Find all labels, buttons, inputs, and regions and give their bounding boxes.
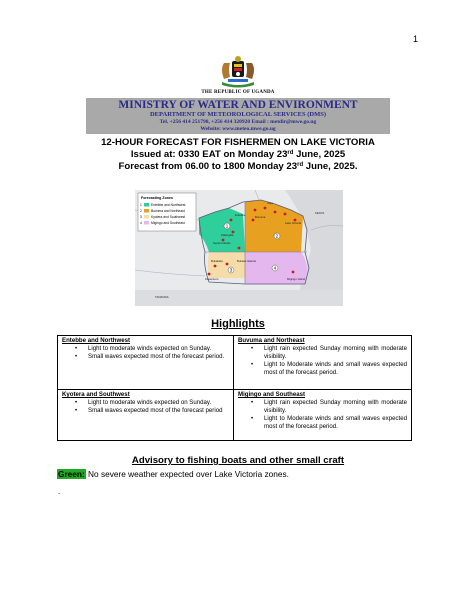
zone-cell-migingo (234, 390, 411, 440)
legend-title: Forecasting Zones (141, 196, 173, 200)
label-jinja: Jinja (267, 201, 273, 205)
zone-item: • Small waves expected most of the forecast period (88, 407, 229, 415)
legend-label-1: Entebbe and Northwest (151, 203, 186, 207)
zone-item: • Light rain expected Sunday morning with moderate visibility. (264, 399, 407, 415)
label-bukasa: Bukasa Islands (237, 259, 256, 263)
forecast-title: 12-HOUR FORECAST FOR FISHERMEN ON LAKE VICTORIA (101, 137, 375, 148)
legend-label-3: Kyotera and Southwest (151, 215, 186, 219)
highlights-title: Highlights (211, 318, 265, 330)
label-kasensero: Kasensero (205, 277, 219, 281)
ministry-banner (86, 98, 390, 134)
page-number: 1 (412, 34, 418, 44)
issued-line: Issued at: 0330 EAT on Monday 23rd June, 2025 (130, 149, 346, 160)
zone-cell-buvuma (234, 336, 411, 390)
zone-item: • Light to Moderate winds and small waves expected most of the forecast period. (264, 415, 407, 431)
legend-num-4: 4 (140, 221, 142, 225)
website-line: Website: www.meteo.mwe.go.ug (200, 126, 276, 132)
label-entebbe: Entebbe (235, 213, 246, 217)
advisory-line (57, 469, 289, 479)
legend-label-2: Buvuma and Northeast (151, 209, 185, 213)
zone-heading: Migingo and Southeast (238, 391, 306, 398)
label-bukakata: Bukakata (211, 259, 223, 263)
advisory-level-badge: Green: (58, 469, 85, 479)
zone-item: • Light to moderate winds expected on Sunday. (88, 345, 229, 353)
ministry-name: MINISTRY OF WATER AND ENVIRONMENT (118, 99, 358, 111)
zone-number-2: 2 (275, 233, 279, 239)
label-lake-victoria: Lake Victoria (285, 221, 302, 225)
forecast-titles (0, 137, 476, 173)
legend-label-4: Migingo and Southeast (151, 221, 185, 225)
zone-number-3: 3 (229, 267, 233, 273)
coat-of-arms-icon (216, 55, 260, 89)
advisory-text: No severe weather expected over Lake Victoria zones. (85, 469, 289, 479)
republic-caption: THE REPUBLIC OF UGANDA (201, 90, 275, 95)
zone-heading: Kyotera and Southwest (62, 391, 130, 398)
zone-heading: Buvuma and Northeast (238, 337, 305, 344)
label-kenya: KENYA (315, 211, 325, 215)
footer-mark: . (58, 487, 61, 496)
forecast-period-line: Forecast from 06.00 to 1800 Monday 23rd June, 2025. (118, 161, 358, 172)
zone-item: • Light rain expected Sunday morning with moderate visibility. (264, 345, 407, 361)
forecast-zones-map (135, 190, 343, 306)
legend-num-1: 1 (140, 203, 142, 207)
label-tanzania: TANZANIA (155, 295, 169, 299)
contact-line: Tel. +256 414 251798, +256 414 320920 Email : metdir@mwe.go.ug (159, 119, 317, 125)
label-sesse: Sesse Islands (213, 241, 231, 245)
zone-number-1: 1 (225, 223, 229, 229)
department-name: DEPARTMENT OF METEOROLOGICAL SERVICES (DMS) (149, 111, 327, 118)
label-migingo: Migingo Island (287, 277, 306, 281)
zone-item: • Light to Moderate winds and small waves expected most of the forecast period. (264, 361, 407, 377)
label-buvuma: Buvuma (255, 215, 266, 219)
zone-cell-kyotera (58, 390, 234, 440)
zone-cell-entebbe (58, 336, 234, 390)
zone-item: • Light to moderate winds expected on Sunday. (88, 399, 229, 407)
label-kalangala: Kalangala (221, 233, 234, 237)
zone-heading: Entebbe and Northwest (62, 337, 131, 344)
advisory-title: Advisory to fishing boats and other small craft (131, 455, 345, 466)
zone-item: • Small waves expected most of the forecast period. (88, 353, 229, 361)
legend-num-2: 2 (140, 209, 142, 213)
legend-num-3: 3 (140, 215, 142, 219)
highlights-table (57, 335, 412, 441)
zone-number-4: 4 (273, 265, 277, 271)
